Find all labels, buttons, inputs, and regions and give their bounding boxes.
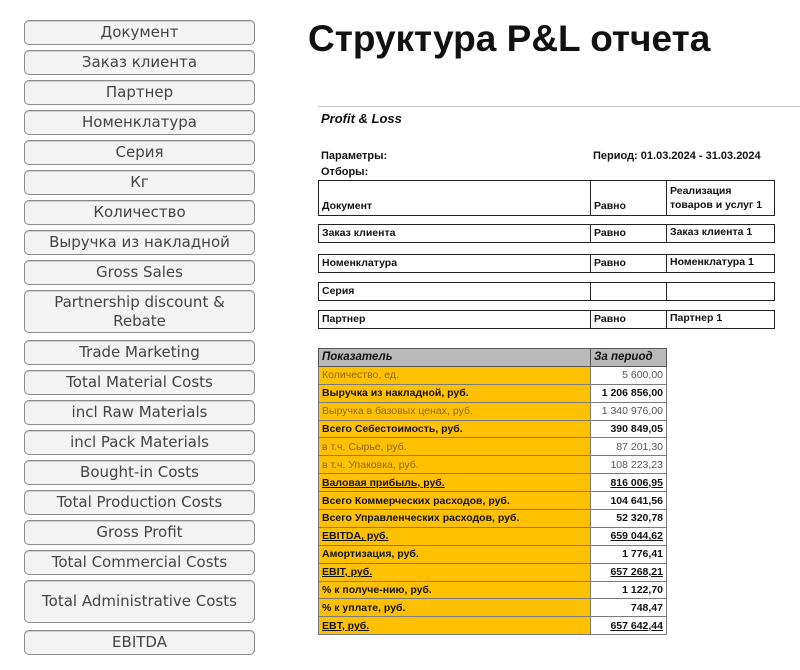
sidebar-item[interactable] — [24, 490, 255, 515]
indicator-name: в т.ч. Упаковка, руб. — [319, 456, 591, 474]
indicator-name: Количество, ед. — [319, 366, 591, 384]
indicator-row — [319, 617, 667, 635]
filters-label: Отборы: — [321, 166, 369, 178]
indicator-row — [319, 420, 667, 438]
sidebar-item[interactable] — [24, 460, 255, 485]
sidebar-item[interactable] — [24, 370, 255, 395]
sidebar-item[interactable] — [24, 580, 255, 623]
sidebar-item-label: Total Administrative Costs — [42, 592, 237, 610]
indicator-value: 748,47 — [591, 599, 667, 617]
sidebar-item-label: Total Commercial Costs — [51, 553, 228, 571]
sidebar-item-label: Выручка из накладной — [49, 233, 230, 251]
filter-condition: Равно — [591, 311, 667, 328]
sidebar-item[interactable] — [24, 110, 255, 135]
sidebar-item-label: Количество — [93, 203, 186, 221]
filter-condition: Равно — [591, 225, 667, 242]
filter-condition: Равно — [591, 255, 667, 272]
indicator-row — [319, 366, 667, 384]
indicator-row — [319, 545, 667, 563]
filter-value: Партнер 1 — [670, 312, 723, 324]
indicator-name: Выручка из накладной, руб. — [319, 384, 591, 402]
sidebar-item[interactable] — [24, 20, 255, 45]
sidebar-item[interactable] — [24, 550, 255, 575]
indicator-name: Выручка в базовых ценах, руб. — [319, 402, 591, 420]
filter-value: Номенклатура 1 — [670, 256, 754, 268]
indicator-value: 1 776,41 — [591, 545, 667, 563]
col-indicator-header: Показатель — [319, 349, 591, 367]
indicator-value: 1 122,70 — [591, 581, 667, 599]
indicator-row — [319, 581, 667, 599]
filter-field: Документ — [319, 181, 591, 215]
sidebar-item-label: Gross Profit — [96, 523, 183, 541]
indicator-value: 87 201,30 — [591, 438, 667, 456]
indicator-value: 5 600,00 — [591, 366, 667, 384]
indicator-name: EBIT, руб. — [319, 563, 591, 581]
period-text: Период: 01.03.2024 - 31.03.2024 — [593, 150, 761, 162]
sidebar-item[interactable] — [24, 400, 255, 425]
sidebar-item-label: Кг — [130, 173, 149, 191]
sidebar-item-label: Партнер — [105, 83, 174, 101]
sidebar-item-label: Номенклатура — [82, 113, 197, 131]
sidebar-item[interactable] — [24, 260, 255, 285]
indicator-value: 1 206 856,00 — [591, 384, 667, 402]
params-label: Параметры: — [321, 150, 388, 162]
sidebar-item[interactable] — [24, 230, 255, 255]
sidebar-item-label: Total Material Costs — [66, 373, 213, 391]
indicator-row — [319, 456, 667, 474]
filter-condition — [591, 283, 667, 300]
indicator-row — [319, 599, 667, 617]
indicators-table — [318, 348, 667, 635]
indicator-value: 657 268,21 — [591, 563, 667, 581]
indicator-row — [319, 474, 667, 492]
report-heading: Profit & Loss — [321, 111, 402, 126]
indicator-name: Всего Себестоимость, руб. — [319, 420, 591, 438]
indicator-value: 816 006,95 — [591, 474, 667, 492]
indicator-name: Валовая прибыль, руб. — [319, 474, 591, 492]
pl-report — [318, 100, 800, 660]
indicator-name: EBT, руб. — [319, 617, 591, 635]
report-divider — [318, 106, 800, 107]
sidebar-item-label: Заказ клиента — [81, 53, 198, 71]
sidebar-item-label: Gross Sales — [96, 263, 183, 281]
sidebar — [0, 0, 270, 670]
indicator-name: Всего Управленческих расходов, руб. — [319, 510, 591, 528]
indicator-row — [319, 510, 667, 528]
sidebar-item[interactable] — [24, 340, 255, 365]
filter-field: Номенклатура — [319, 255, 591, 272]
indicator-value: 657 642,44 — [591, 617, 667, 635]
filter-row — [318, 224, 775, 243]
indicator-value: 108 223,23 — [591, 456, 667, 474]
sidebar-item-label: Документ — [100, 23, 179, 41]
filter-row — [318, 180, 775, 216]
filter-condition: Равно — [591, 181, 667, 215]
indicators-header-row — [319, 349, 667, 367]
col-period-header: За период — [591, 349, 667, 367]
indicator-row — [319, 492, 667, 510]
indicator-value: 104 641,56 — [591, 492, 667, 510]
page-title: Структура P&L отчета — [308, 18, 711, 59]
indicator-name: Амортизация, руб. — [319, 545, 591, 563]
indicator-name: EBITDA, руб. — [319, 527, 591, 545]
indicator-value: 390 849,05 — [591, 420, 667, 438]
sidebar-item[interactable] — [24, 50, 255, 75]
sidebar-item[interactable] — [24, 170, 255, 195]
filter-field: Партнер — [319, 311, 591, 328]
filter-row — [318, 254, 775, 273]
sidebar-item[interactable] — [24, 430, 255, 455]
sidebar-item[interactable] — [24, 140, 255, 165]
filter-field: Серия — [319, 283, 591, 300]
sidebar-item[interactable] — [24, 80, 255, 105]
filter-value — [667, 283, 774, 300]
indicator-row — [319, 563, 667, 581]
filter-value: Реализация товаров и услуг 1 — [670, 185, 763, 211]
indicator-name: % к получе-нию, руб. — [319, 581, 591, 599]
indicator-name: Всего Коммерческих расходов, руб. — [319, 492, 591, 510]
sidebar-item[interactable] — [24, 290, 255, 333]
sidebar-item[interactable] — [24, 520, 255, 545]
indicator-row — [319, 384, 667, 402]
indicator-name: в т.ч. Сырье, руб. — [319, 438, 591, 456]
indicator-row — [319, 527, 667, 545]
sidebar-item-label: Trade Marketing — [79, 343, 200, 361]
filter-row — [318, 282, 775, 301]
indicator-value: 52 320,78 — [591, 510, 667, 528]
filter-value: Заказ клиента 1 — [670, 226, 753, 238]
filter-row — [318, 310, 775, 329]
indicator-row — [319, 402, 667, 420]
indicator-row — [319, 438, 667, 456]
sidebar-item-label: Total Production Costs — [56, 493, 223, 511]
indicator-value: 1 340 976,00 — [591, 402, 667, 420]
sidebar-item-label: incl Raw Materials — [71, 403, 208, 421]
sidebar-item[interactable] — [24, 630, 255, 655]
sidebar-item-label: Bought-in Costs — [80, 463, 199, 481]
indicator-name: % к уплате, руб. — [319, 599, 591, 617]
sidebar-item-label: Partnership discount & Rebate — [54, 292, 225, 330]
sidebar-item-label: Серия — [115, 143, 164, 161]
sidebar-item[interactable] — [24, 200, 255, 225]
sidebar-item-label: EBITDA — [112, 633, 167, 651]
indicator-value: 659 044,62 — [591, 527, 667, 545]
sidebar-item-label: incl Pack Materials — [70, 433, 209, 451]
filter-field: Заказ клиента — [319, 225, 591, 242]
